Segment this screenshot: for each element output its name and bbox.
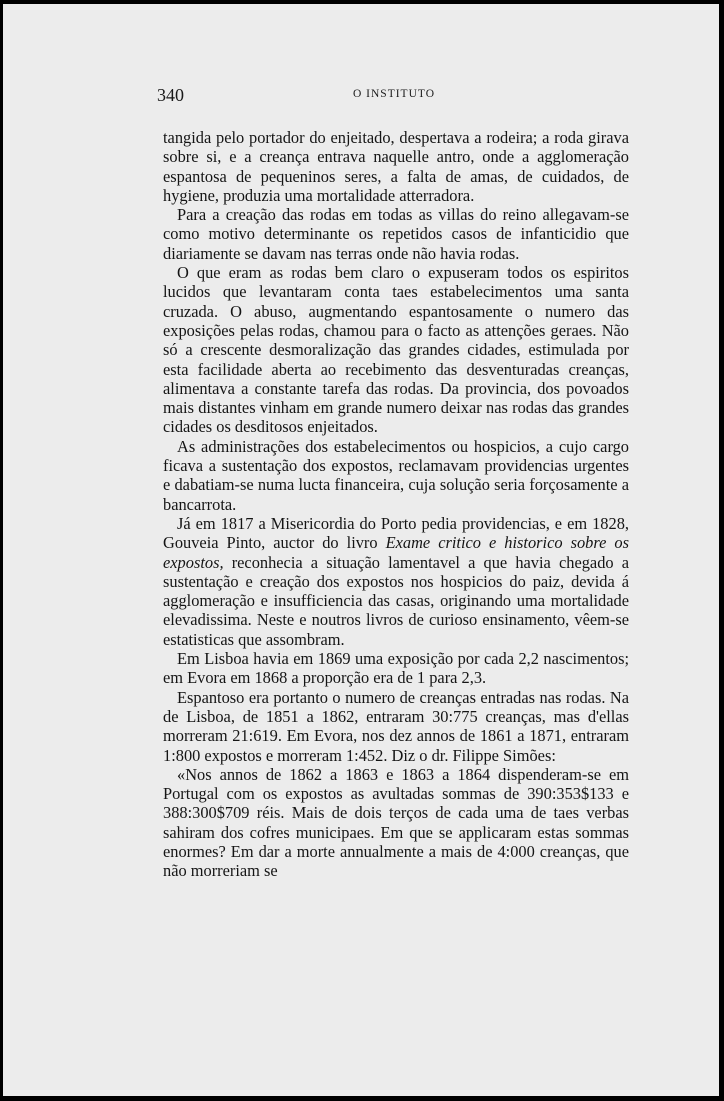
paragraph: tangida pelo portador do enjeitado, despertava a rodeira; a roda girava sobre si, e a creança entrava naquelle antro, onde a agglomeração espantosa de pequeninos seres, a falta de amas, de cuidados, de hygiene, produzia uma mortalidade atterradora. xyxy=(163,128,629,205)
paragraph-text: Já em 1817 a Misericordia do Porto pedia providencias, e em 1828, Gouveia Pinto, auctor do livro xyxy=(163,513,629,553)
book-title: Exame critico e historico sobre os expostos, xyxy=(163,533,629,572)
book-page xyxy=(3,4,719,1096)
paragraph: O que eram as rodas bem claro o expuseram todos os espiritos lucidos que levantaram conta taes estabelecimentos uma santa cruzada. O abuso, augmentando espantosamente o numero das exposições pelas rodas, chamou para o facto as attenções geraes. Não só a crescente desmoralização das grandes cidades, estimulada por esta facilidade aberta ao recebimento das desventuradas creanças, alimentava a constante tarefa das rodas. Da provincia, dos povoados mais distantes vinham em grande numero deixar nas rodas das grandes cidades os desditosos enjeitados. xyxy=(163,263,629,437)
body-text xyxy=(163,128,629,881)
paragraph: Em Lisboa havia em 1869 uma exposição por cada 2,2 nascimentos; em Evora em 1868 a proporção era de 1 para 2,3. xyxy=(163,649,629,688)
paragraph xyxy=(163,514,629,649)
page-header xyxy=(157,85,631,107)
running-title: O INSTITUTO xyxy=(352,88,436,100)
paragraph: «Nos annos de 1862 a 1863 e 1863 a 1864 dispenderam-se em Portugal com os expostos as avultadas sommas de 390:353$133 e 388:300$709 réis. Mais de dois terços de cada uma de taes verbas sahiram dos cofres municipaes. Em que se applicaram estas sommas enormes? Em dar a morte annualmente a mais de 4:000 creanças, que não morreriam se xyxy=(163,764,629,881)
page-number: 340 xyxy=(157,85,184,105)
paragraph: Para a creação das rodas em todas as villas do reino allegavam-se como motivo determinante os repetidos casos de infanticidio que diariamente se davam nas terras onde não havia rodas. xyxy=(163,205,629,263)
paragraph-text: reconhecia a situação lamentavel a que havia chegado a sustentação e creação dos expostos nos hospicios do paiz, devida á agglomeração e insufficiencia das casas, originando uma mortalidade elevadissima. Neste e noutros livros de curioso ensinamento, vêem-se estatisticas que assombram. xyxy=(163,552,629,649)
paragraph: Espantoso era portanto o numero de creanças entradas nas rodas. Na de Lisboa, de 1851 a 1862, entraram 30:775 creanças, mas d'ellas morreram 21:619. Em Evora, nos dez annos de 1861 a 1871, entraram 1:800 expostos e morreram 1:452. Diz o dr. Filippe Simões: xyxy=(163,687,629,765)
paragraph: As administrações dos estabelecimentos ou hospicios, a cujo cargo ficava a sustentação dos expostos, reclamavam providencias urgentes e dabatiam-se numa lucta financeira, cuja solução seria forçosamente a bancarrota. xyxy=(163,436,629,514)
